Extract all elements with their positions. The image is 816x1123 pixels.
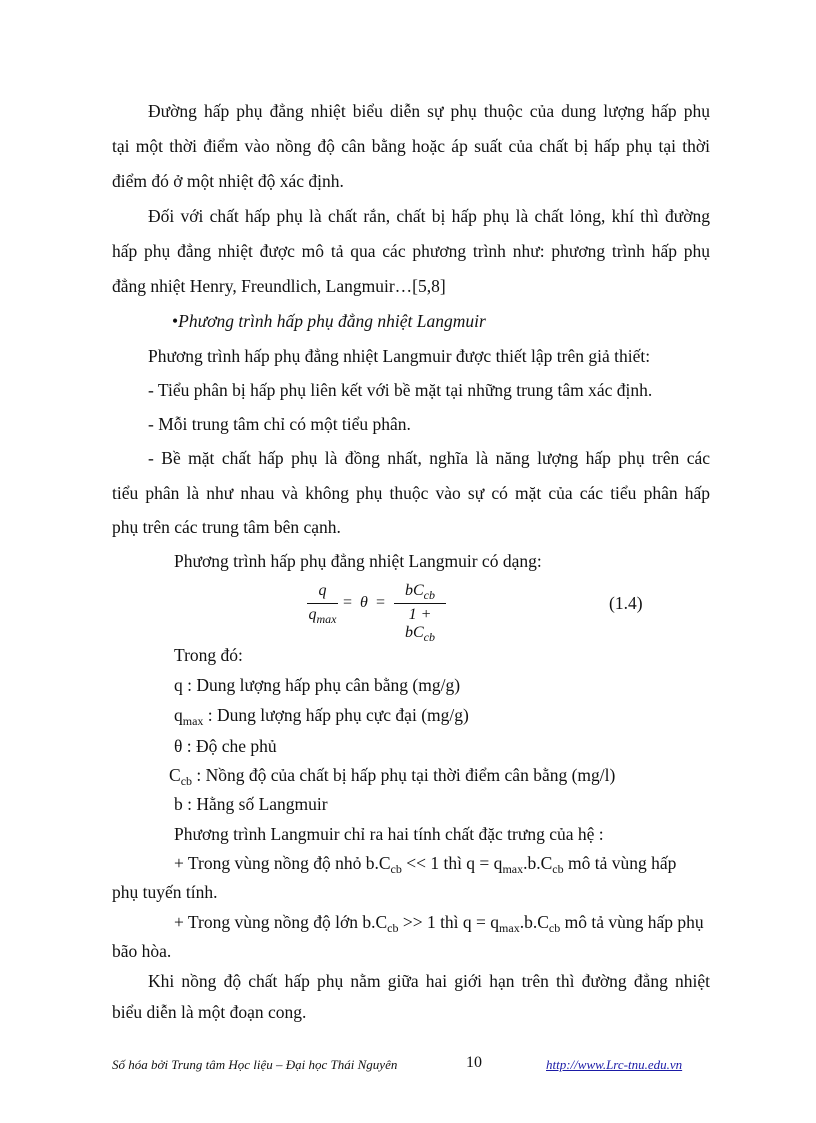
assumption-1: - Tiểu phân bị hấp phụ liên kết với bề mặt tại những trung tâm xác định. xyxy=(148,380,653,400)
rhs-denominator xyxy=(392,606,448,642)
remark-1-part-b: << 1 thì q = q xyxy=(401,853,503,873)
definition-ccb xyxy=(169,764,615,786)
lhs-numerator: q xyxy=(318,582,327,599)
remark-1-part-d: mô tả vùng hấp xyxy=(563,853,677,873)
qmax-symbol: q xyxy=(174,705,183,725)
remark-2-line-2: bão hòa. xyxy=(112,941,172,961)
remark-1-part-a: + Trong vùng nồng độ nhỏ b.C xyxy=(174,853,391,873)
section-heading xyxy=(172,310,486,332)
footer-source: Số hóa bởi Trung tâm Học liệu – Đại học Thái Nguyên xyxy=(112,1057,398,1072)
equals-1: = xyxy=(343,594,353,611)
paragraph-2-line-3: đẳng nhiệt Henry, Freundlich, Langmuir…[5,8] xyxy=(112,276,446,296)
lhs-den-q: q xyxy=(308,606,317,623)
remark-2-part-c: .b.C xyxy=(519,912,549,932)
paragraph-1-line-1: Đường hấp phụ đẳng nhiệt biểu diễn sự phụ thuộc của dung lượng hấp phụ xyxy=(148,101,710,121)
remark-1-sub-3: cb xyxy=(552,862,564,876)
ccb-text: : Nồng độ của chất bị hấp phụ tại thời điểm cân bằng (mg/l) xyxy=(192,765,616,785)
paragraph-2-line-1: Đối với chất hấp phụ là chất rắn, chất bị hấp phụ là chất lỏng, khí thì đường xyxy=(148,206,710,226)
rhs-den-sub: cb xyxy=(423,630,435,644)
equation-rhs-fraction xyxy=(392,582,448,644)
remark-2-part-d: mô tả vùng hấp phụ xyxy=(560,912,704,932)
definition-q: q : Dung lượng hấp phụ cân bằng (mg/g) xyxy=(174,675,461,695)
remark-1-sub-1: cb xyxy=(390,862,402,876)
equation-number: (1.4) xyxy=(609,593,643,613)
assumption-3-line-2: tiểu phân là như nhau và không phụ thuộc vào sự có mặt của các tiểu phân hấp xyxy=(112,483,710,503)
remark-2-sub-3: cb xyxy=(548,921,561,935)
assumptions-intro: Phương trình hấp phụ đẳng nhiệt Langmuir được thiết lập trên giả thiết: xyxy=(148,346,651,366)
qmax-text: : Dung lượng hấp phụ cực đại (mg/g) xyxy=(203,705,469,725)
remarks-intro: Phương trình Langmuir chỉ ra hai tính chất đặc trưng của hệ : xyxy=(174,824,604,844)
remark-2-part-b: >> 1 thì q = q xyxy=(398,912,500,932)
definition-b: b : Hằng số Langmuir xyxy=(174,794,328,814)
equation-lhs-fraction xyxy=(305,582,340,630)
paragraph-1-line-3: điểm đó ở một nhiệt độ xác định. xyxy=(112,171,344,191)
rhs-numerator xyxy=(392,582,448,600)
definition-qmax xyxy=(174,704,469,726)
assumption-2: - Mỗi trung tâm chỉ có một tiểu phân. xyxy=(148,414,411,434)
rhs-num-main: bC xyxy=(405,582,424,599)
remark-1-line-2: phụ tuyến tính. xyxy=(112,882,218,902)
definition-theta: θ : Độ che phủ xyxy=(174,736,277,756)
theta-symbol: θ xyxy=(360,594,368,611)
lhs-den-sub: max xyxy=(316,612,337,626)
rhs-fraction-bar xyxy=(394,603,446,604)
remark-1-sub-2: max xyxy=(502,862,524,876)
equals-2: = xyxy=(376,594,386,611)
equation-intro: Phương trình hấp phụ đẳng nhiệt Langmuir có dạng: xyxy=(174,551,542,571)
definitions-intro: Trong đó: xyxy=(174,645,243,665)
ccb-symbol: C xyxy=(169,765,181,785)
footer-url-link[interactable]: http://www.Lrc-tnu.edu.vn xyxy=(546,1057,683,1072)
rhs-num-sub: cb xyxy=(423,588,435,602)
assumption-3-line-3: phụ trên các trung tâm bên cạnh. xyxy=(112,517,341,537)
remark-2-sub-2: max xyxy=(499,921,520,935)
rhs-den-main: 1 + bC xyxy=(405,606,432,641)
lhs-fraction-bar xyxy=(307,603,338,604)
remark-2-line-1 xyxy=(174,911,704,933)
lhs-denominator xyxy=(305,606,340,624)
paragraph-1-line-2: tại một thời điểm vào nồng độ cân bằng hoặc áp suất của chất bị hấp phụ tại thời xyxy=(112,136,710,156)
page-number: 10 xyxy=(466,1054,482,1071)
remark-1-line-1 xyxy=(174,852,676,874)
remark-1-part-c: .b.C xyxy=(523,853,553,873)
final-paragraph-line-1: Khi nồng độ chất hấp phụ nằm giữa hai giới hạn trên thì đường đẳng nhiệt xyxy=(148,971,710,991)
remark-2-sub-1: cb xyxy=(387,921,399,935)
bullet-icon: • xyxy=(172,311,179,331)
remark-2-part-a: + Trong vùng nồng độ lớn b.C xyxy=(174,912,388,932)
qmax-sub: max xyxy=(182,714,204,728)
section-heading-text: Phương trình hấp phụ đẳng nhiệt Langmuir xyxy=(178,311,486,331)
final-paragraph-line-2: biểu diễn là một đoạn cong. xyxy=(112,1002,307,1022)
assumption-3-line-1: - Bề mặt chất hấp phụ là đồng nhất, nghĩa là năng lượng hấp phụ trên các xyxy=(148,448,710,468)
paragraph-2-line-2: hấp phụ đẳng nhiệt được mô tả qua các phương trình như: phương trình hấp phụ xyxy=(112,241,710,261)
ccb-sub: cb xyxy=(180,774,193,788)
